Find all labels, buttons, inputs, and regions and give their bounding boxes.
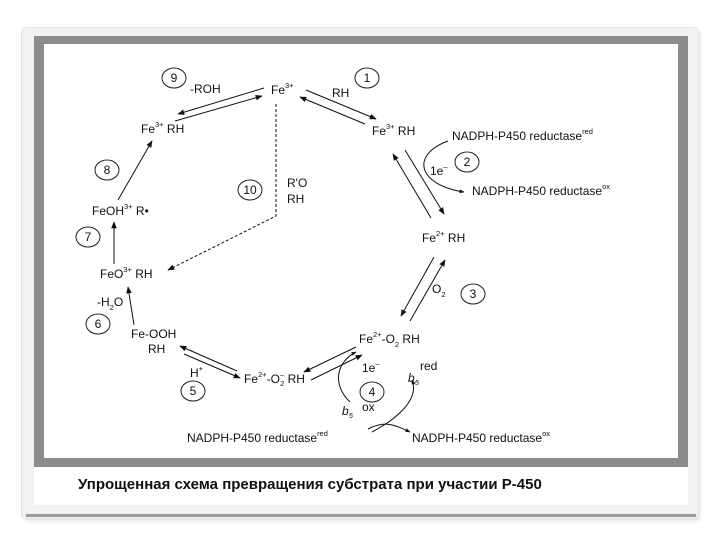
product-rprime-o: R'O: [287, 176, 308, 190]
arrow-b5-reduce: [372, 380, 414, 432]
species-fe2-rh: $Fe^{2+}$ RH: [422, 229, 466, 245]
step-7-marker: [76, 227, 100, 247]
b5-ox-label: ox: [362, 400, 375, 414]
step-5-label: 5: [189, 384, 197, 398]
reagent-o2: $O_2$: [432, 282, 446, 299]
step-10-label: 10: [243, 183, 257, 197]
step-9-marker: [162, 68, 186, 88]
step-2-marker: [455, 152, 479, 172]
arrow-step4-back: [311, 355, 362, 380]
step-3-label: 3: [469, 287, 477, 301]
step-7-label: 7: [84, 230, 92, 244]
step-9-label: 9: [170, 71, 178, 85]
reagent-rh-in: RH: [332, 86, 350, 100]
reductase-top-red: NADPH-P450 reductase$^{red}$: [452, 127, 593, 143]
step-4-marker: [360, 382, 384, 402]
electron-top: 1e–: [430, 162, 448, 178]
step-10-marker: [238, 180, 262, 200]
species-feo-rh: FeO$^{3+}$ RH: [100, 265, 153, 281]
electron-bottom: 1e–: [362, 359, 380, 375]
b5-red: $b_5$: [408, 371, 419, 387]
step-1-label: 1: [363, 71, 371, 85]
step-8-marker: [95, 160, 119, 180]
arrow-step6: [128, 287, 134, 325]
b5-ox: $b_5$: [342, 404, 353, 420]
arrow-step4-forward: [304, 347, 356, 372]
species-fe2-o2-rh: $Fe^{2+}-O_2$ RH: [359, 330, 420, 349]
arrow-step8: [118, 141, 152, 200]
species-fe3-rh-left: $Fe^{3+}$ RH: [141, 120, 185, 136]
reagent-h-plus: H+: [190, 364, 204, 380]
step-8-label: 8: [103, 163, 111, 177]
reagent-h2o: $-H_2O$: [97, 295, 124, 312]
reductase-top-ox: NADPH-P450 reductase$^{ox}$: [472, 182, 610, 198]
step-6-marker: [86, 314, 110, 334]
arrow-step9-back: [175, 96, 262, 121]
step-2-label: 2: [463, 155, 471, 169]
step-5-marker: [181, 381, 205, 401]
step-6-label: 6: [94, 317, 102, 331]
species-fe-ooh: Fe-OOH: [131, 327, 177, 341]
species-fe2-o2-minus-rh: $Fe^{2+}-O^-$ 2 RH: [244, 370, 305, 388]
figure-caption: Упрощенная схема превращения субстрата при участии Р-450: [78, 476, 542, 493]
species-fe3-top: $Fe^{3+}$: [271, 81, 294, 97]
arrow-step5-forward: [180, 346, 237, 371]
arrow-step2-back: [393, 154, 431, 218]
b5-red-label: red: [420, 359, 438, 373]
step-3-marker: [461, 284, 485, 304]
species-feoh-radical: FeOH$^{3+}$ R•: [92, 202, 149, 218]
step-4-label: 4: [368, 385, 376, 399]
reductase-bottom-red: NADPH-P450 reductase$^{red}$: [187, 429, 328, 445]
step-1-marker: [355, 68, 379, 88]
reagent-roh: -ROH: [190, 82, 221, 96]
product-rprime-rh: RH: [287, 192, 305, 206]
species-fe-ooh-rh: RH: [148, 342, 166, 356]
reductase-bottom-ox: NADPH-P450 reductase$^{ox}$: [412, 429, 550, 445]
species-fe3-rh-right: $Fe^{3+}$ RH: [372, 122, 416, 138]
